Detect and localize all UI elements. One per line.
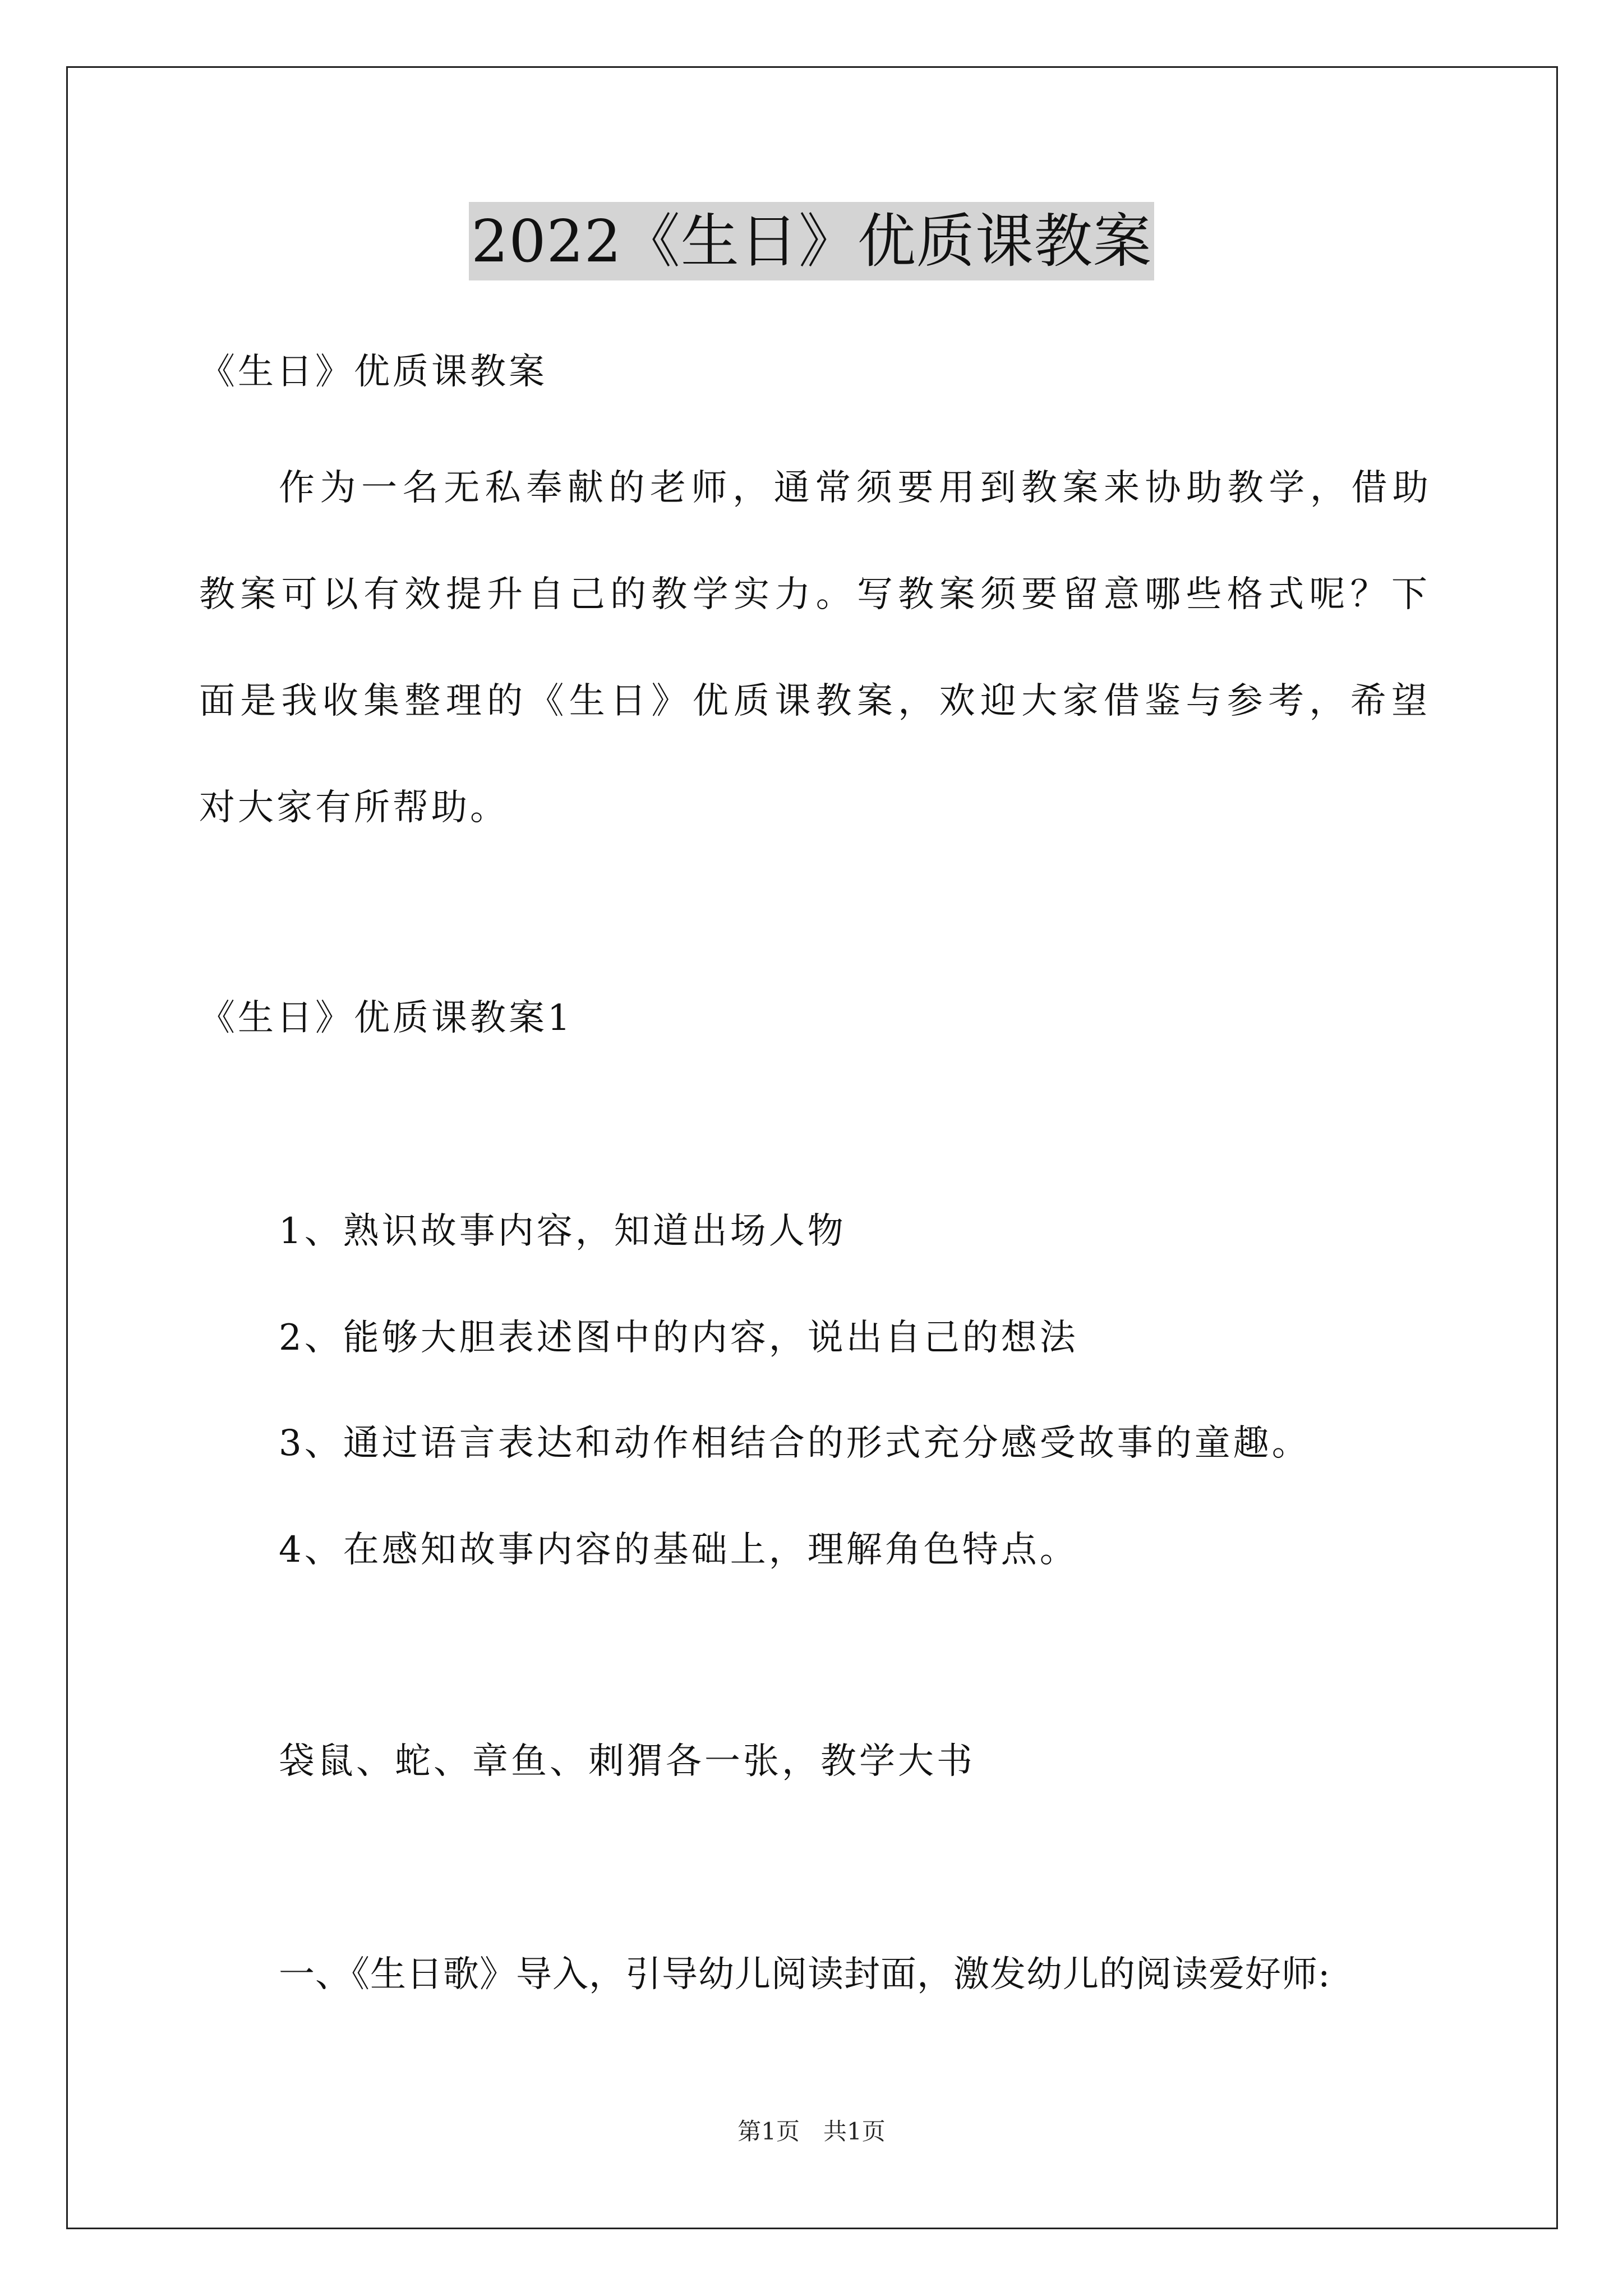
step-one-line: 一、《生日歌》导入，引导幼儿阅读封面，激发幼儿的阅读爱好师: <box>279 1954 1331 1995</box>
document-title: 2022《生日》优质课教案 <box>469 202 1154 280</box>
objective-item: 3、通过语言表达和动作相结合的形式充分感受故事的童趣。 <box>279 1423 1311 1464</box>
intro-paragraph-line: 教案可以有效提升自己的教学实力。写教案须要留意哪些格式呢？下 <box>199 574 1427 615</box>
section-heading: 《生日》优质课教案1 <box>199 997 573 1039</box>
objective-item: 2、能够大胆表述图中的内容，说出自己的想法 <box>279 1317 1078 1359</box>
page-footer: 第1页 共1页 <box>737 2118 886 2145</box>
objective-item: 4、在感知故事内容的基础上，理解角色特点。 <box>279 1529 1078 1571</box>
intro-paragraph-line: 作为一名无私奉献的老师，通常须要用到教案来协助教学，借助 <box>279 467 1428 509</box>
intro-paragraph-line: 对大家有所帮助。 <box>199 787 509 829</box>
intro-paragraph-line: 面是我收集整理的《生日》优质课教案，欢迎大家借鉴与参考，希望 <box>199 680 1427 722</box>
materials-line: 袋鼠、蛇、章鱼、刺猬各一张，教学大书 <box>279 1741 975 1782</box>
objective-item: 1、熟识故事内容，知道出场人物 <box>279 1211 846 1252</box>
document-subtitle: 《生日》优质课教案 <box>199 351 547 393</box>
title-container <box>0 202 1623 280</box>
